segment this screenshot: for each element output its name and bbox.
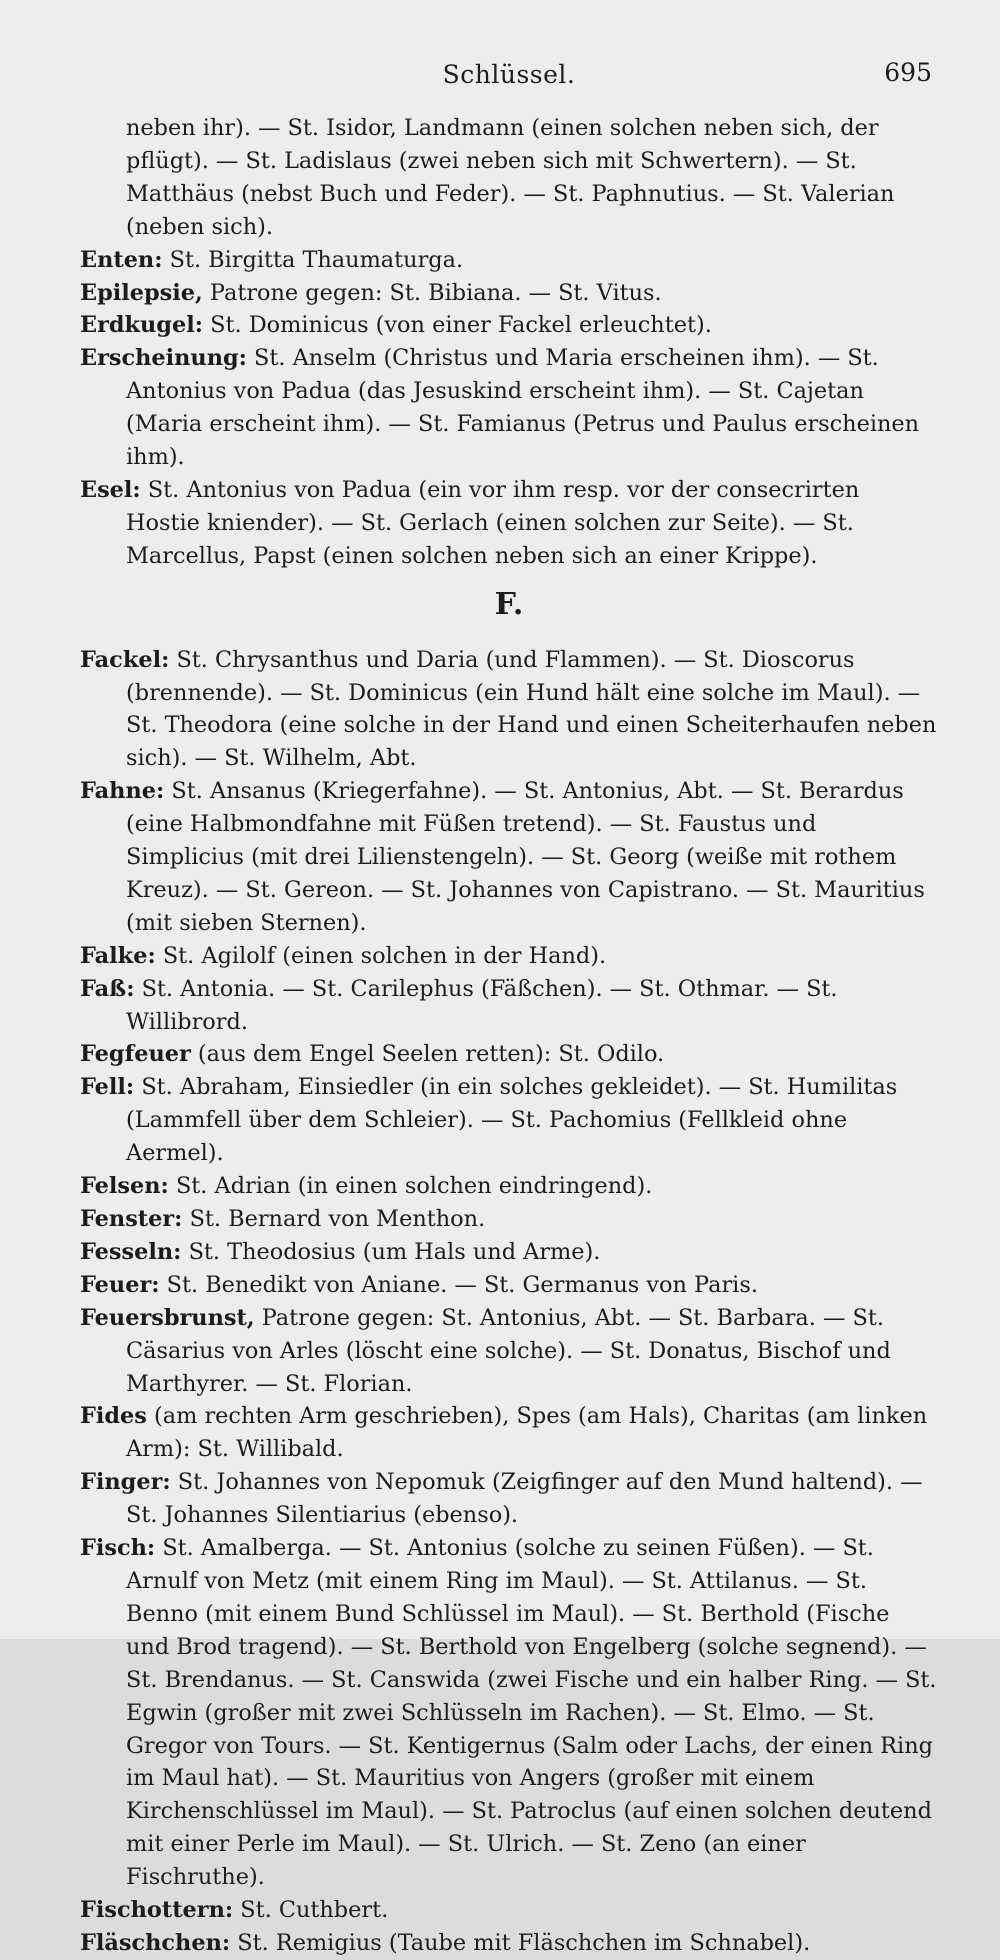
index-entry — [80, 244, 938, 277]
entry-text: St. Theodosius (um Hals und Arme). — [188, 1238, 601, 1265]
entry-text: St. Agilolf (einen solchen in der Hand). — [162, 942, 607, 969]
entry-keyword: Enten: — [80, 246, 163, 273]
entry-text: St. Adrian (in einen solchen eindringend). — [175, 1173, 653, 1200]
entry-text: St. Birgitta Thaumaturga. — [169, 246, 464, 273]
entry-keyword: Feuersbrunst, — [80, 1304, 255, 1331]
index-entry — [80, 644, 938, 776]
index-entry — [80, 775, 938, 940]
index-entry — [80, 973, 938, 1039]
index-entry — [80, 474, 938, 573]
entry-text: St. Cuthbert. — [240, 1897, 389, 1924]
index-entry — [80, 309, 938, 342]
entry-keyword: Erscheinung: — [80, 345, 247, 372]
entry-keyword: Esel: — [80, 476, 141, 503]
entry-keyword: Felsen: — [80, 1173, 169, 1200]
entry-keyword: Fisch: — [80, 1535, 156, 1562]
entry-keyword: Finger: — [80, 1469, 171, 1496]
entry-text: St. Abraham, Einsiedler (in ein solches gekleidet). — St. Humilitas (Lammfell über dem Schleier). — St. Pachomius (Fellkleid ohne Aermel). — [126, 1074, 898, 1167]
entry-text: (am rechten Arm geschrieben), Spes (am Hals), Charitas (am linken Arm): St. Willibald. — [126, 1403, 928, 1463]
entry-keyword: Erdkugel: — [80, 312, 203, 339]
index-entry — [80, 1236, 938, 1269]
entry-text: St. Remigius (Taube mit Fläschchen im Schnabel). — [237, 1929, 811, 1956]
entry-text: Patrone gegen: St. Bibiana. — St. Vitus. — [209, 279, 662, 306]
index-entry — [80, 1071, 938, 1170]
index-entry — [80, 1170, 938, 1203]
page-body — [80, 112, 938, 1960]
index-entry — [80, 1203, 938, 1236]
entry-keyword: Fell: — [80, 1074, 135, 1101]
entry-keyword: Fläschchen: — [80, 1929, 231, 1956]
index-entry — [80, 1269, 938, 1302]
entry-keyword: Falke: — [80, 942, 156, 969]
index-entry — [80, 342, 938, 474]
entry-text: St. Bernard von Menthon. — [189, 1206, 486, 1232]
index-entry — [80, 112, 938, 244]
entry-keyword: Epilepsie, — [80, 279, 203, 306]
entries-before-section — [80, 112, 938, 573]
entry-keyword: Fischottern: — [80, 1897, 234, 1924]
page-header — [80, 52, 938, 112]
index-entry — [80, 1894, 938, 1927]
index-entry — [80, 940, 938, 973]
entry-text: St. Ansanus (Kriegerfahne). — St. Antonius, Abt. — St. Berardus (eine Halbmondfahne mit Füßen tretend). — St. Faustus und Simplicius (mit drei Lilienstengeln). — St. Georg (weiße mit rothem Kreuz). — St. Gereon. — St. Johannes von Capistrano. — St. Mauritius (mit sieben Sternen). — [126, 778, 925, 936]
entries-after-section — [80, 644, 938, 1960]
entry-keyword: Feuer: — [80, 1271, 160, 1298]
index-entry — [80, 1927, 938, 1960]
running-title: Schlüssel. — [442, 60, 576, 89]
entry-keyword: Fenster: — [80, 1206, 183, 1232]
entry-text: St. Chrysanthus und Daria (und Flammen). — St. Dioscorus (brennende). — St. Dominicus (ein Hund hält eine solche im Maul). — St. Theodora (eine solche in der Hand und einen Scheiterhaufen neben sich). — St. Wilhelm, Abt. — [126, 646, 937, 772]
entry-keyword: Faß: — [80, 975, 135, 1002]
entry-text: St. Benedikt von Aniane. — St. Germanus von Paris. — [166, 1271, 758, 1298]
entry-text: St. Dominicus (von einer Fackel erleuchtet). — [210, 312, 712, 339]
entry-text: St. Anselm (Christus und Maria erscheinen ihm). — St. Antonius von Padua (das Jesuskind erscheint ihm). — St. Cajetan (Maria erscheint ihm). — St. Famianus (Petrus und Paulus erscheinen ihm). — [126, 345, 920, 471]
entry-keyword: Fahne: — [80, 778, 165, 805]
entry-text: St. Johannes von Nepomuk (Zeigfinger auf den Mund haltend). — St. Johannes Silentiarius (ebenso). — [126, 1469, 923, 1529]
index-entry — [80, 1038, 938, 1071]
entry-text: (aus dem Engel Seelen retten): St. Odilo. — [197, 1041, 665, 1068]
entry-text: Patrone gegen: St. Antonius, Abt. — St. Barbara. — St. Cäsarius von Arles (löscht eine solche). — St. Donatus, Bischof und Marthyrer. — St. Florian. — [126, 1304, 891, 1397]
entry-text: St. Amalberga. — St. Antonius (solche zu seinen Füßen). — St. Arnulf von Metz (mit einem Ring im Maul). — St. Attilanus. — St. Benno (mit einem Bund Schlüssel im Maul). — St. Berthold (Fische und Brod tragend). — St. Berthold von Engelberg (solche segnend). — St. Brendanus. — St. Canswida (zwei Fische und ein halber Ring. — St. Egwin (großer mit zwei Schlüsseln im Rachen). — St. Elmo. — St. Gregor von Tours. — St. Kentigernus (Salm oder Lachs, der einen Ring im Maul hat). — St. Mauritius von Angers (großer mit einem Kirchenschlüssel im Maul). — St. Patroclus (auf einen solchen deutend mit einer Perle im Maul). — St. Ulrich. — St. Zeno (an einer Fischruthe). — [126, 1535, 937, 1891]
section-letter: F. — [494, 586, 524, 622]
entry-keyword: Fegfeuer — [80, 1041, 191, 1068]
entry-keyword: Fackel: — [80, 646, 170, 673]
entry-text: St. Antonius von Padua (ein vor ihm resp. vor der consecrirten Hostie kniender). — St. Gerlach (einen solchen zur Seite). — St. Marcellus, Papst (einen solchen neben sich an einer Krippe). — [126, 476, 860, 569]
index-entry — [80, 1400, 938, 1466]
entry-keyword: Fesseln: — [80, 1238, 182, 1265]
index-entry — [80, 277, 938, 310]
entry-text: St. Antonia. — St. Carilephus (Fäßchen). — St. Othmar. — St. Willibrord. — [126, 975, 838, 1035]
page-number: 695 — [884, 58, 932, 87]
index-entry — [80, 1302, 938, 1401]
entry-keyword: Fides — [80, 1403, 147, 1430]
index-entry — [80, 1532, 938, 1894]
index-entry — [80, 1466, 938, 1532]
entry-text: neben ihr). — St. Isidor, Landmann (einen solchen neben sich, der pflügt). — St. Ladislaus (zwei neben sich mit Schwertern). — St. Matthäus (nebst Buch und Feder). — St. Paphnutius. — St. Valerian (neben sich). — [126, 115, 895, 240]
